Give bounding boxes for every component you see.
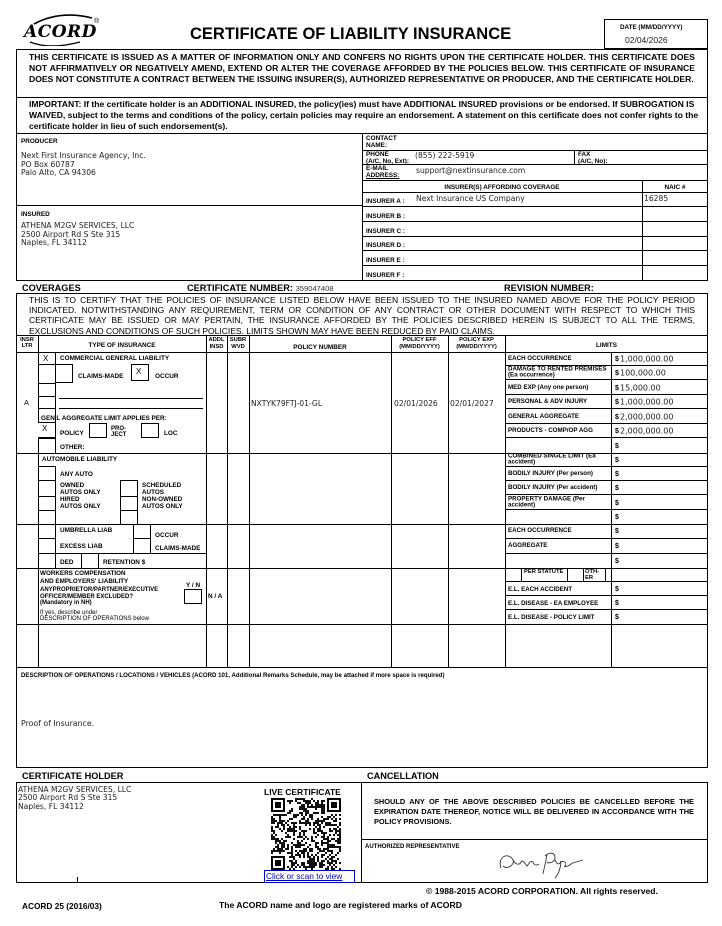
coverage-statement-box (16, 293, 708, 336)
currency-symbol: $ (615, 600, 619, 607)
producer-line-3: Palo Alto, CA 94306 (21, 168, 96, 178)
col-eff-2: (MM/DD/YYYY) (399, 343, 440, 350)
any-auto-checkbox[interactable] (38, 466, 56, 481)
loc-label: LOC (164, 430, 178, 437)
currency-symbol: $ (615, 442, 619, 450)
cancellation-text: SHOULD ANY OF THE ABOVE DESCRIBED POLICIES BE CANCELLED BEFORE THE EXPIRATION DATE THEREOF, NOTICE WILL BE DELIVERED IN ACCORDANCE WITH THE POLICY PROVISIONS. (374, 797, 694, 826)
currency-symbol: $ (615, 413, 619, 421)
limit-row (505, 381, 708, 395)
limit-row (505, 410, 708, 424)
any-auto-label: ANY AUTO (60, 471, 93, 478)
gl-title: COMMERCIAL GENERAL LIABILITY (60, 355, 170, 362)
limit-row (505, 352, 708, 366)
naic-header: NAIC # (664, 184, 686, 191)
col-exp-1: POLICY EXP (459, 337, 494, 343)
policy-check-x: X (42, 424, 48, 433)
project-checkbox[interactable] (89, 423, 107, 438)
limit-label: PRODUCTS - COMP/OP AGG (508, 426, 593, 434)
producer-label: PRODUCER (21, 138, 58, 145)
policy-checkbox[interactable] (38, 422, 56, 438)
limit-row (505, 439, 708, 453)
phone-label (366, 151, 409, 165)
page-title: CERTIFICATE OF LIABILITY INSURANCE (190, 25, 512, 43)
form-id: ACORD 25 (2016/03) (22, 901, 102, 911)
limit-label: COMBINED SINGLE LIMIT (Ea accident) (508, 452, 596, 466)
limit-label: EACH OCCURRENCE (508, 354, 572, 362)
insurer-label: INSURER C : (366, 228, 406, 235)
registered-mark: ® (94, 18, 100, 25)
limit-row (505, 539, 708, 554)
fax-label-1: FAX (578, 151, 591, 158)
acord-logo-text: ACORD (24, 22, 97, 42)
limit-label: BODILY INJURY (Per person) (508, 469, 593, 477)
limit-label: DAMAGE TO RENTED PREMISES (Ea occurrence) (508, 365, 607, 379)
limit-label: E.L. DISEASE - EA EMPLOYEE (508, 600, 599, 607)
workers-ifyes-1: If yes, describe under (40, 610, 98, 616)
per-statute-row (505, 568, 708, 582)
signature (495, 846, 585, 880)
limit-value: 1,000,000.00 (620, 397, 674, 406)
limit-row (505, 366, 708, 380)
date-label: DATE (MM/DD/YYYY) (620, 24, 683, 31)
insurers-header: INSURER(S) AFFORDING COVERAGE (444, 184, 560, 191)
limit-value: 100,000.00 (620, 368, 666, 377)
loc-checkbox[interactable] (141, 423, 159, 438)
coverages-label: COVERAGES (22, 283, 81, 293)
gl-policy-number: NXTYK79FTJ-01-GL (251, 399, 323, 408)
insurer-label: INSURER B : (366, 213, 406, 220)
workers-ifyes (40, 610, 149, 622)
limit-label: AGGREGATE (508, 541, 548, 549)
holder-line-3: Naples, FL 34112 (18, 801, 84, 811)
col-limits: LIMITS (596, 342, 617, 349)
limit-value: 1,000,000.00 (620, 354, 674, 363)
currency-symbol: $ (615, 542, 619, 550)
currency-symbol: $ (615, 456, 619, 464)
claims-made-checkbox[interactable] (55, 364, 73, 383)
col-exp-2: (MM/DD/YYYY) (456, 343, 497, 350)
insurer-row (362, 251, 708, 266)
insurer-label: INSURER F : (366, 272, 405, 279)
email-label-1: E-MAIL (366, 165, 389, 172)
currency-symbol: $ (615, 384, 619, 392)
limit-row (505, 524, 708, 539)
col-insr-1: INSR (20, 337, 34, 343)
phone-label-1: PHONE (366, 151, 389, 158)
description-box (16, 667, 708, 768)
currency-symbol: $ (615, 427, 619, 435)
workers-yn-label: Y / N (186, 582, 201, 589)
producer-name: Next First Insurance Agency, Inc. (21, 151, 146, 160)
coverage-statement: THIS IS TO CERTIFY THAT THE POLICIES OF INSURANCE LISTED BELOW HAVE BEEN ISSUED TO THE INSURED NAMED ABOVE FOR THE POLICY PERIOD INDICATED. NOTWITHSTANDING ANY REQUIREMENT, TERM OR CONDITION OF ANY CONTRACT OR OTHER DOCUMENT WITH RESPECT TO WHICH THIS CERTIFICATE MAY BE ISSUED OR MAY PERTAIN, THE INSURANCE AFFORDED BY THE POLICIES DESCRIBED HEREIN IS SUBJECT TO ALL THE TERMS, EXCLUSIONS AND CONDITIONS OF SUCH POLICIES. LIMITS SHOWN MAY HAVE BEEN REDUCED BY PAID CLAIMS. (29, 295, 695, 336)
project-label: PRO- JECT (111, 426, 127, 438)
excess-label: EXCESS LIAB (60, 543, 103, 550)
workers-title-2: AND EMPLOYERS' LIABILITY (40, 578, 129, 585)
insurer-row (362, 222, 708, 237)
umbrella-label: UMBRELLA LIAB (60, 527, 113, 534)
auto-title: AUTOMOBILE LIABILITY (42, 456, 118, 463)
limit-row (505, 510, 708, 524)
insurer-row (362, 236, 708, 251)
certificate-holder-box (16, 782, 362, 883)
limit-label: EACH OCCURRENCE (508, 526, 572, 534)
col-addl-insd (206, 337, 227, 351)
disclaimer-text: THIS CERTIFICATE IS ISSUED AS A MATTER OF INFORMATION ONLY AND CONFERS NO RIGHTS UPON THE CERTIFICATE HOLDER. THIS CERTIFICATE DOES NOT AFFIRMATIVELY OR NEGATIVELY AMEND, EXTEND OR ALTER THE COVERAGE AFFORDED BY THE POLICIES BELOW. THIS CERTIFICATE OF INSURANCE DOES NOT CONSTITUTE A CONTRACT BETWEEN THE ISSUING INSURER(S), AUTHORIZED REPRESENTATIVE OR PRODUCER, AND THE CERTIFICATE HOLDER. (29, 52, 695, 84)
date-box (604, 19, 708, 49)
insured-label: INSURED (21, 211, 50, 218)
currency-symbol: $ (615, 586, 619, 593)
col-eff-1: POLICY EFF (402, 337, 437, 343)
holder-line-2: 2500 Airport Rd S Ste 315 (18, 793, 118, 803)
other-label: OTHER: (60, 444, 85, 451)
currency-symbol: $ (615, 513, 619, 521)
limit-row (505, 481, 708, 495)
currency-symbol: $ (615, 614, 619, 621)
limit-value: 15,000.00 (620, 383, 661, 392)
important-text: IMPORTANT: If the certificate holder is an ADDITIONAL INSURED, the policy(ies) must have ADDITIONAL INSURED provisions or be endorsed. If SUBROGATION IS WAIVED, subject to the terms and conditions of the policy, certain policies may require an endorsement. A statement on this certificate does not confer rights to the certificate holder in lieu of such endorsement(s). (29, 99, 699, 131)
insurer-label: INSURER A : (366, 198, 405, 205)
gen-agg-applies-label: GEN'L AGGREGATE LIMIT APPLIES PER: (41, 415, 167, 422)
currency-symbol: $ (615, 484, 619, 492)
limit-value: 2,000,000.00 (620, 412, 674, 421)
workers-yn-checkbox[interactable] (184, 589, 202, 604)
important-box (16, 97, 708, 134)
workers-na: N / A (208, 593, 223, 600)
limit-label: E.L. EACH ACCIDENT (508, 586, 573, 593)
gl-insr-ltr: A (24, 398, 30, 407)
phone-label-2: (A/C, No, Ext): (366, 158, 409, 165)
insurer-name: Next Insurance US Company (416, 194, 525, 203)
insured-name: ATHENA M2GV SERVICES, LLC (21, 221, 135, 230)
limit-value: 2,000,000.00 (620, 426, 674, 435)
fax-label-2: (A/C, No): (578, 158, 608, 165)
limit-row (505, 424, 708, 438)
col-subr-2: WVD (231, 344, 245, 350)
other-statute-label: OTH-ER (585, 569, 600, 581)
contact-name-label (366, 135, 397, 149)
col-addl-2: INSD (209, 344, 224, 350)
insurer-naic: 16285 (644, 194, 669, 203)
col-addl-1: ADDL (208, 337, 225, 343)
phone-value: (855) 222-5919 (415, 151, 475, 160)
limit-row (505, 453, 708, 467)
claims-made-label: CLAIMS-MADE (78, 373, 124, 380)
cancellation-box (362, 782, 708, 883)
description-text: Proof of Insurance. (21, 719, 95, 728)
date-value: 02/04/2026 (625, 35, 668, 45)
limit-label: BODILY INJURY (Per accident) (508, 483, 598, 491)
insurer-row (362, 266, 708, 281)
workers-question-text: ANYPROPRIETOR/PARTNER/EXECUTIVE OFFICER/MEMBER EXCLUDED? (40, 587, 159, 600)
per-statute-label: PER STATUTE (524, 569, 564, 575)
currency-symbol: $ (615, 557, 619, 565)
insurer-row (362, 192, 708, 207)
limit-row (505, 553, 708, 568)
col-policy-number: POLICY NUMBER (293, 344, 347, 351)
col-insr-2: LTR (21, 343, 33, 349)
col-subr-1: SUBR (229, 337, 247, 343)
scheduled-autos-label: SCHEDULED AUTOS NON-OWNED AUTOS ONLY (142, 482, 183, 510)
workers-title (40, 570, 128, 586)
live-certificate-label: LIVE CERTIFICATE (264, 787, 341, 797)
email-value: support@nextinsurance.com (416, 166, 526, 175)
currency-symbol: $ (615, 470, 619, 478)
col-policy-eff (391, 337, 448, 350)
authorized-rep-label: AUTHORIZED REPRESENTATIVE (365, 844, 460, 850)
currency-symbol: $ (615, 355, 619, 363)
limit-row (505, 582, 708, 596)
col-type: TYPE OF INSURANCE (88, 342, 156, 349)
email-label (366, 165, 399, 179)
limit-row (505, 496, 708, 510)
occur-check-x: X (136, 367, 142, 376)
certificate-number (187, 283, 334, 293)
insurer-label: INSURER E : (366, 257, 405, 264)
contact-label-1: CONTACT (366, 135, 397, 142)
limit-label: PERSONAL & ADV INJURY (508, 397, 588, 405)
col-subr-wvd (227, 337, 249, 351)
currency-symbol: $ (615, 369, 619, 377)
limit-label: GENERAL AGGREGATE (508, 412, 580, 420)
cert-number-value: 359047408 (295, 284, 334, 293)
copyright: © 1988-2015 ACORD CORPORATION. All rights reserved. (426, 886, 658, 896)
workers-title-1: WORKERS COMPENSATION (40, 570, 126, 577)
limit-label: MED EXP (Any one person) (508, 383, 589, 391)
holder-address (18, 786, 131, 811)
limit-label: PROPERTY DAMAGE (Per accident) (508, 495, 585, 509)
qr-code[interactable] (271, 798, 341, 870)
col-insr-ltr (16, 337, 38, 349)
workers-ifyes-2: DESCRIPTION OF OPERATIONS below (40, 616, 149, 622)
trademark: The ACORD name and logo are registered marks of ACORD (219, 900, 462, 910)
contact-label-2: NAME: (366, 142, 387, 149)
umbrella-occur-label: OCCUR (155, 532, 179, 539)
occur-checkbox[interactable] (131, 364, 149, 381)
gl-checkbox-checked[interactable]: X (43, 354, 49, 363)
col-policy-exp (448, 337, 505, 350)
insurer-label: INSURER D : (366, 242, 406, 249)
occur-label: OCCUR (155, 373, 179, 380)
certificate-holder-label: CERTIFICATE HOLDER (22, 771, 124, 781)
cert-number-label: CERTIFICATE NUMBER: (187, 283, 293, 293)
disclaimer-box (16, 49, 708, 98)
producer-line-2: PO Box 60787 (21, 159, 75, 169)
ded-label: DED (60, 559, 74, 566)
description-label: DESCRIPTION OF OPERATIONS / LOCATIONS / VEHICLES (ACORD 101, Additional Remarks Schedule, may be attached if more space is required) (21, 672, 445, 679)
workers-question (40, 587, 180, 607)
policy-label: POLICY (60, 430, 84, 437)
acord-logo (20, 12, 106, 46)
umbrella-claims-made-label: CLAIMS-MADE (155, 545, 201, 552)
producer-address (21, 152, 146, 178)
insurer-row (362, 207, 708, 222)
gl-policy-eff: 02/01/2026 (394, 399, 438, 408)
insured-line-2: 2500 Airport Rd S Ste 315 (21, 229, 121, 239)
live-certificate-link[interactable]: Click or scan to view (264, 870, 355, 883)
limit-row (505, 596, 708, 610)
limit-row (505, 467, 708, 481)
email-label-2: ADDRESS: (366, 172, 400, 179)
workers-mandatory: (Mandatory in NH) (40, 600, 92, 607)
currency-symbol: $ (615, 398, 619, 406)
limit-row (505, 610, 708, 624)
limit-row (505, 395, 708, 409)
owned-autos-label: OWNED AUTOS ONLY HIRED AUTOS ONLY (60, 482, 101, 510)
retention-label: RETENTION $ (103, 559, 146, 566)
currency-symbol: $ (615, 499, 619, 507)
fax-label (578, 151, 607, 165)
insured-line-3: Naples, FL 34112 (21, 238, 87, 248)
currency-symbol: $ (615, 527, 619, 535)
limit-label: E.L. DISEASE - POLICY LIMIT (508, 614, 595, 621)
holder-name: ATHENA M2GV SERVICES, LLC (18, 785, 132, 794)
insured-address (21, 222, 134, 248)
gl-policy-exp: 02/01/2027 (450, 399, 494, 408)
cancellation-label: CANCELLATION (367, 771, 439, 781)
revision-number-label: REVISION NUMBER: (504, 283, 594, 293)
